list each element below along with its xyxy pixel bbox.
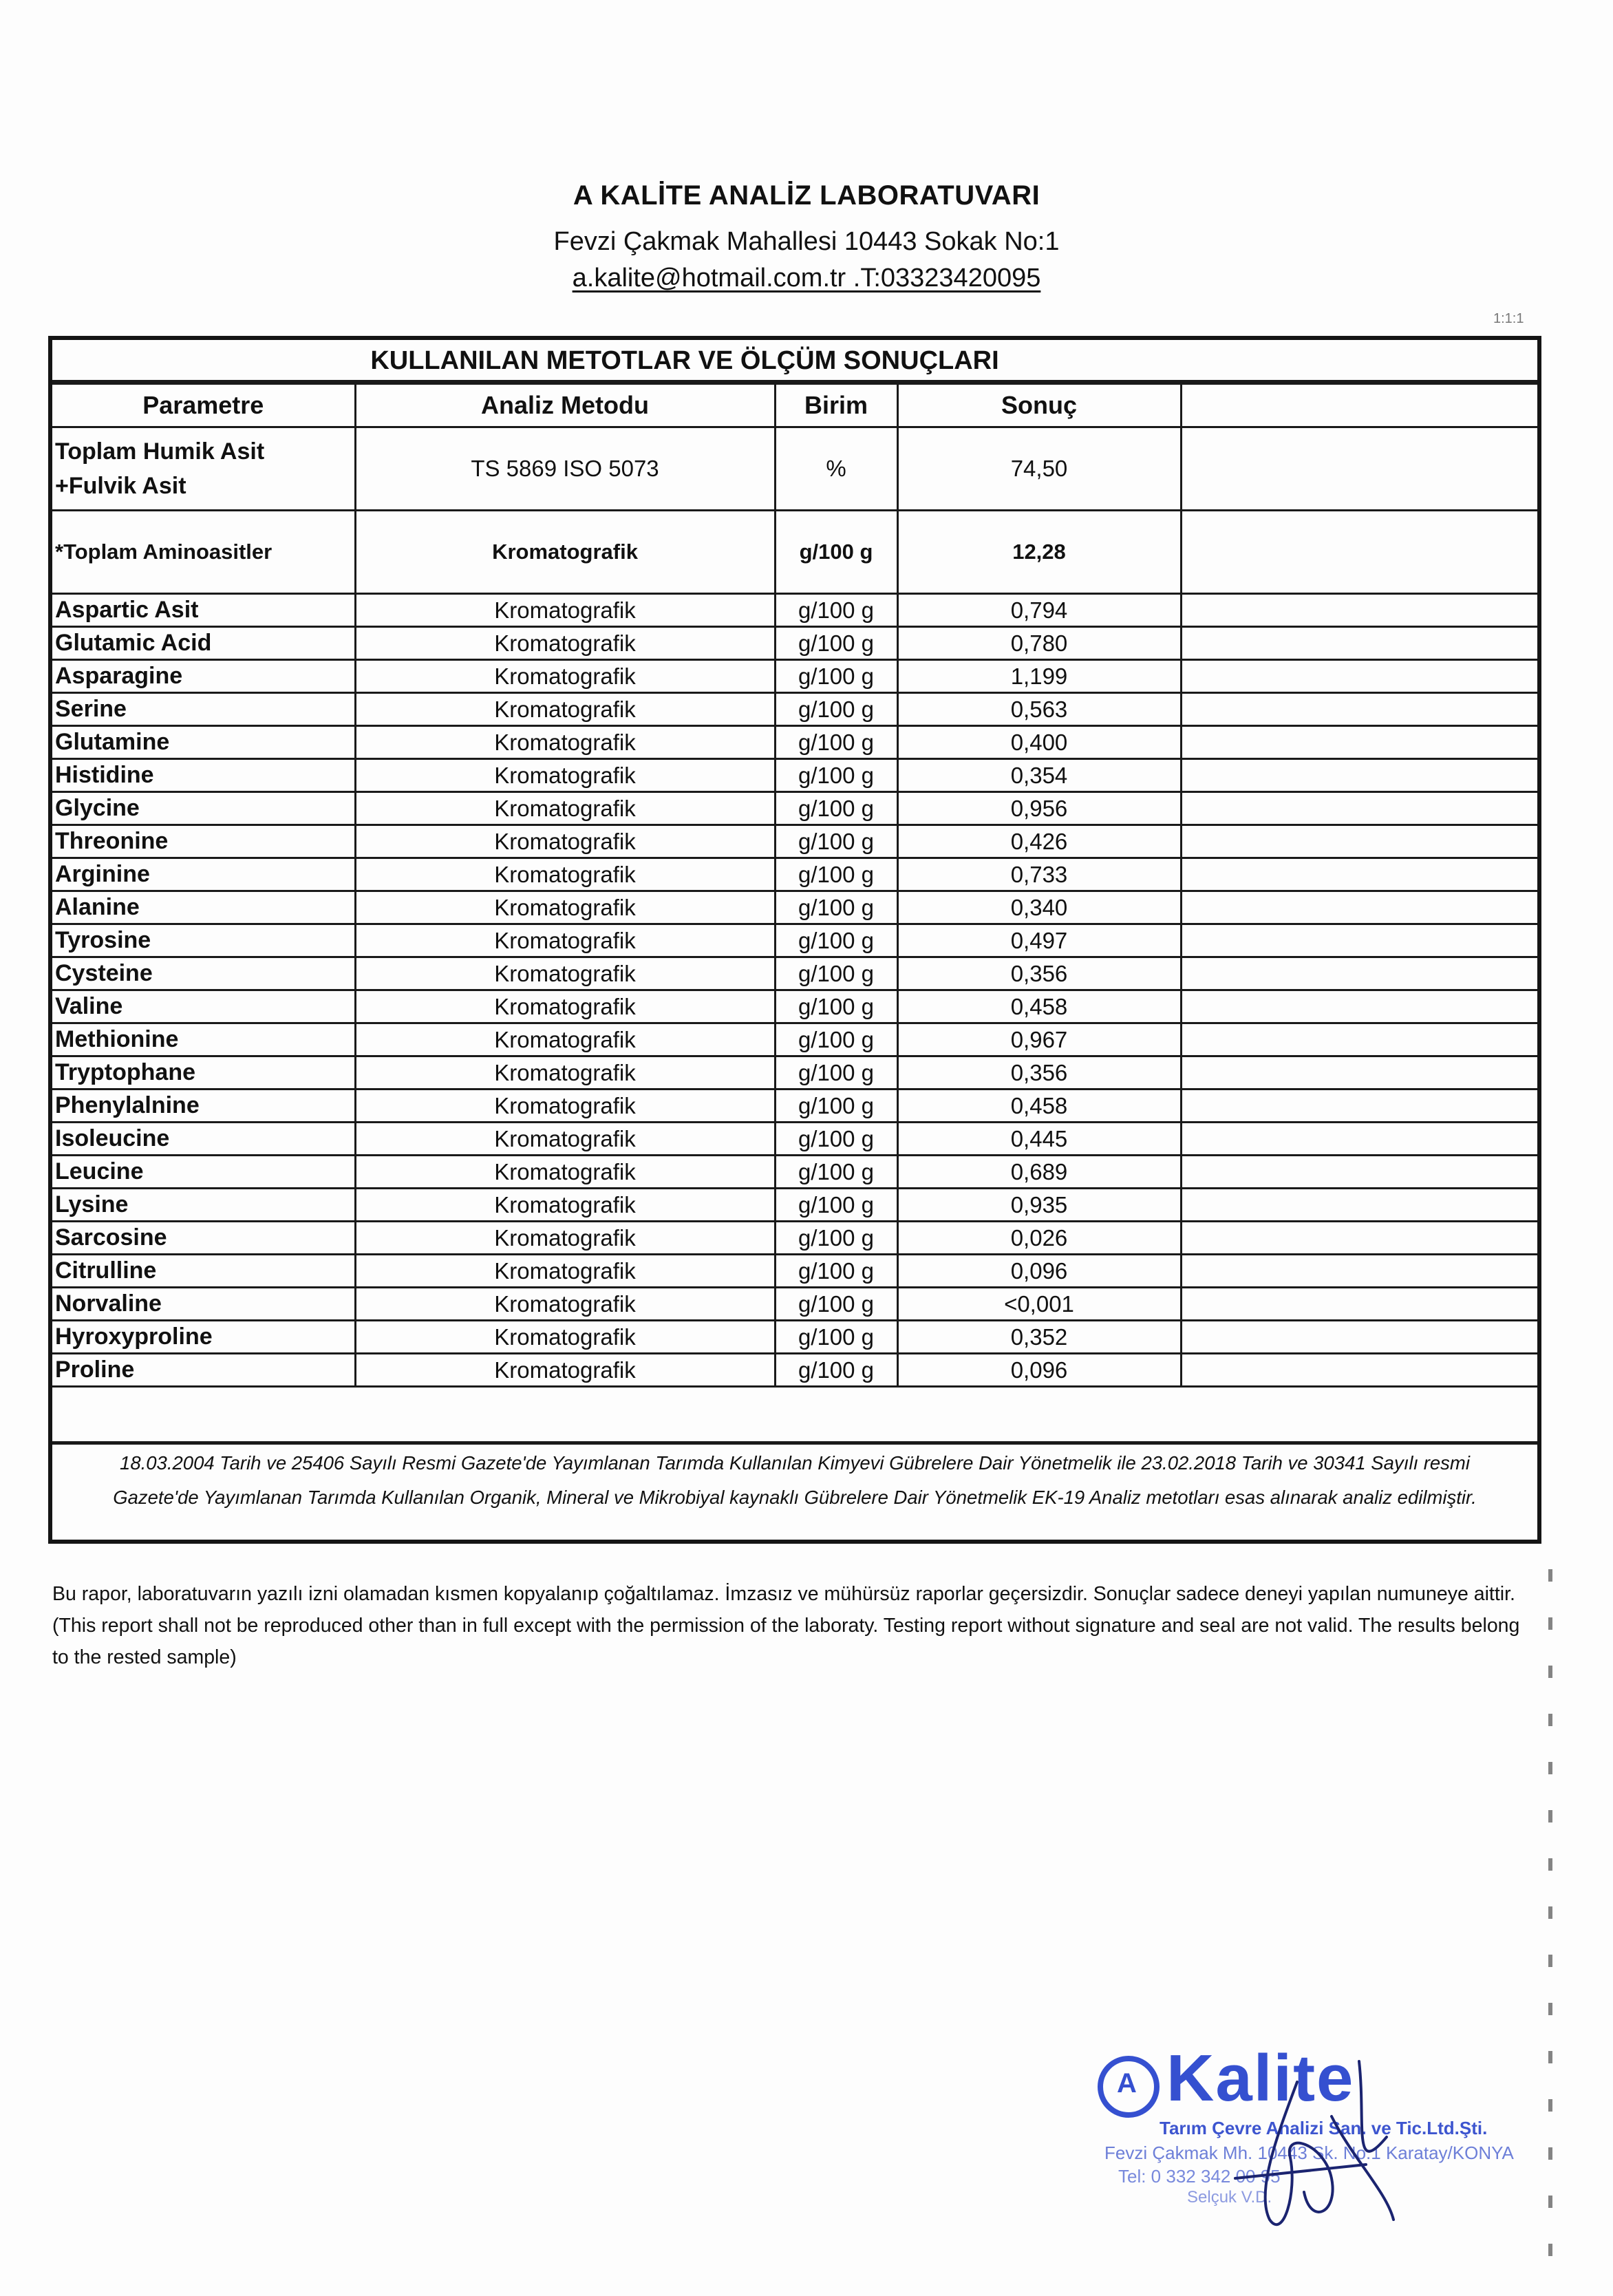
regulation-note (52, 1441, 1537, 1539)
method-cell: Kromatografik (355, 1089, 775, 1123)
blank-cell (1181, 1321, 1537, 1354)
result-cell: 74,50 (897, 427, 1181, 511)
table-row (52, 1023, 1537, 1056)
unit-cell: g/100 g (775, 1123, 897, 1156)
method-cell: Kromatografik (355, 759, 775, 792)
unit-cell: g/100 g (775, 726, 897, 759)
table-row (52, 1321, 1537, 1354)
stamp-logo-letter-icon: A (1117, 2068, 1137, 2098)
parameter-cell: Proline (52, 1354, 355, 1387)
table-row (52, 1056, 1537, 1089)
blank-cell (1181, 759, 1537, 792)
column-header-parameter: Parametre (52, 384, 355, 427)
parameter-cell: Valine (52, 990, 355, 1023)
column-header-unit: Birim (775, 384, 897, 427)
unit-cell: % (775, 427, 897, 511)
results-report-box (48, 336, 1541, 1544)
table-row (52, 891, 1537, 924)
parameter-cell: Methionine (52, 1023, 355, 1056)
parameter-cell: Tryptophane (52, 1056, 355, 1089)
blank-cell (1181, 594, 1537, 627)
method-cell: Kromatografik (355, 891, 775, 924)
method-cell: Kromatografik (355, 990, 775, 1023)
blank-cell (1181, 990, 1537, 1023)
result-cell: 0,967 (897, 1023, 1181, 1056)
blank-cell (1181, 427, 1537, 511)
table-row (52, 1189, 1537, 1222)
result-cell: 0,458 (897, 1089, 1181, 1123)
result-cell: 0,352 (897, 1321, 1181, 1354)
company-stamp (1098, 2041, 1538, 2206)
blank-cell (1181, 1189, 1537, 1222)
unit-cell: g/100 g (775, 1255, 897, 1288)
column-header-blank (1181, 384, 1537, 427)
method-cell: TS 5869 ISO 5073 (355, 427, 775, 511)
signature-icon (1194, 2054, 1414, 2233)
scan-edge-artifact (1548, 1569, 1552, 2257)
parameter-cell: Citrulline (52, 1255, 355, 1288)
table-row (52, 594, 1537, 627)
result-cell: 0,356 (897, 957, 1181, 990)
unit-cell: g/100 g (775, 792, 897, 825)
result-cell: 0,458 (897, 990, 1181, 1023)
result-cell: 0,096 (897, 1255, 1181, 1288)
method-cell: Kromatografik (355, 957, 775, 990)
unit-cell: g/100 g (775, 1222, 897, 1255)
unit-cell: g/100 g (775, 693, 897, 726)
parameter-cell: *Toplam Aminoasitler (52, 511, 355, 594)
unit-cell: g/100 g (775, 1089, 897, 1123)
method-cell: Kromatografik (355, 627, 775, 660)
result-cell: 0,794 (897, 594, 1181, 627)
column-header-result: Sonuç (897, 384, 1181, 427)
method-cell: Kromatografik (355, 660, 775, 693)
method-cell: Kromatografik (355, 1288, 775, 1321)
unit-cell: g/100 g (775, 924, 897, 957)
table-row (52, 792, 1537, 825)
page-corner-mark: 1:1:1 (1493, 311, 1524, 326)
method-cell: Kromatografik (355, 726, 775, 759)
blank-cell (1181, 1156, 1537, 1189)
table-row (52, 825, 1537, 858)
method-cell: Kromatografik (355, 1156, 775, 1189)
unit-cell: g/100 g (775, 1354, 897, 1387)
result-cell: 0,356 (897, 1056, 1181, 1089)
blank-cell (1181, 924, 1537, 957)
unit-cell: g/100 g (775, 759, 897, 792)
blank-cell (1181, 792, 1537, 825)
report-title: KULLANILAN METOTLAR VE ÖLÇÜM SONUÇLARI (370, 346, 999, 375)
parameter-cell: Glutamine (52, 726, 355, 759)
unit-cell: g/100 g (775, 825, 897, 858)
table-row (52, 1156, 1537, 1189)
parameter-cell: Serine (52, 693, 355, 726)
report-title-row (52, 340, 1537, 383)
result-cell: 0,340 (897, 891, 1181, 924)
result-cell: 0,780 (897, 627, 1181, 660)
parameter-cell: Glutamic Acid (52, 627, 355, 660)
result-cell: <0,001 (897, 1288, 1181, 1321)
blank-cell (1181, 858, 1537, 891)
blank-cell (1181, 1056, 1537, 1089)
blank-cell (1181, 1288, 1537, 1321)
regulation-note-line-2: Gazete'de Yayımlanan Tarımda Kullanılan Organik, Mineral ve Mikrobiyal kaynaklı Gübrelere Dair Yönetmelik EK-19 Analiz metotları esas alınarak analiz edilmiştir. (113, 1487, 1477, 1508)
blank-cell (1181, 511, 1537, 594)
parameter-cell: Toplam Humik Asit +Fulvik Asit (52, 427, 355, 511)
stamp-address: Fevzi Çakmak Mh. 10443 Sk. No:1 Karatay/KONYA (1104, 2143, 1514, 2163)
disclaimer (52, 1578, 1532, 1673)
table-row (52, 726, 1537, 759)
unit-cell: g/100 g (775, 660, 897, 693)
table-row (52, 957, 1537, 990)
unit-cell: g/100 g (775, 511, 897, 594)
parameter-cell: Tyrosine (52, 924, 355, 957)
parameter-cell: Alanine (52, 891, 355, 924)
result-cell: 0,956 (897, 792, 1181, 825)
method-cell: Kromatografik (355, 1023, 775, 1056)
blank-cell (1181, 891, 1537, 924)
stamp-tax-office: Selçuk V.D. (1187, 2188, 1272, 2207)
results-table (52, 383, 1537, 1388)
parameter-cell: Asparagine (52, 660, 355, 693)
disclaimer-english: (This report shall not be reproduced other than in full except with the permission of the laboraty. Testing report without signature and seal are not valid. The results belong to the rested sample) (52, 1615, 1520, 1668)
method-cell: Kromatografik (355, 1189, 775, 1222)
result-cell: 0,563 (897, 693, 1181, 726)
result-cell: 0,733 (897, 858, 1181, 891)
parameter-cell: Leucine (52, 1156, 355, 1189)
blank-cell (1181, 1123, 1537, 1156)
method-cell: Kromatografik (355, 1321, 775, 1354)
method-cell: Kromatografik (355, 792, 775, 825)
parameter-cell: Cysteine (52, 957, 355, 990)
result-cell: 0,426 (897, 825, 1181, 858)
unit-cell: g/100 g (775, 1056, 897, 1089)
regulation-note-line-1: 18.03.2004 Tarih ve 25406 Sayılı Resmi Gazete'de Yayımlanan Tarımda Kullanılan Kimyevi Gübrelere Dair Yönetmelik ile 23.02.2018 Tarih ve 30341 Sayılı resmi (120, 1452, 1470, 1474)
unit-cell: g/100 g (775, 858, 897, 891)
table-row (52, 693, 1537, 726)
result-cell: 0,445 (897, 1123, 1181, 1156)
method-cell: Kromatografik (355, 1123, 775, 1156)
method-cell: Kromatografik (355, 1255, 775, 1288)
parameter-cell: Isoleucine (52, 1123, 355, 1156)
parameter-cell: Norvaline (52, 1288, 355, 1321)
blank-cell (1181, 1089, 1537, 1123)
parameter-cell: Glycine (52, 792, 355, 825)
lab-contact (0, 264, 1613, 293)
parameter-cell: Lysine (52, 1189, 355, 1222)
unit-cell: g/100 g (775, 957, 897, 990)
table-row (52, 924, 1537, 957)
method-cell: Kromatografik (355, 511, 775, 594)
parameter-cell: Arginine (52, 858, 355, 891)
blank-cell (1181, 957, 1537, 990)
parameter-cell: Aspartic Asit (52, 594, 355, 627)
table-row (52, 427, 1537, 511)
unit-cell: g/100 g (775, 891, 897, 924)
result-cell: 0,497 (897, 924, 1181, 957)
table-row (52, 511, 1537, 594)
lab-email-phone: a.kalite@hotmail.com.tr .T:03323420095 (572, 264, 1041, 293)
table-header-row (52, 384, 1537, 427)
result-cell: 0,026 (897, 1222, 1181, 1255)
blank-cell (1181, 1023, 1537, 1056)
method-cell: Kromatografik (355, 594, 775, 627)
result-cell: 0,689 (897, 1156, 1181, 1189)
method-cell: Kromatografik (355, 825, 775, 858)
blank-cell (1181, 1354, 1537, 1387)
result-cell: 0,935 (897, 1189, 1181, 1222)
result-cell: 0,354 (897, 759, 1181, 792)
result-cell: 12,28 (897, 511, 1181, 594)
parameter-cell: Threonine (52, 825, 355, 858)
unit-cell: g/100 g (775, 1156, 897, 1189)
table-row (52, 1222, 1537, 1255)
method-cell: Kromatografik (355, 1354, 775, 1387)
method-cell: Kromatografik (355, 1222, 775, 1255)
unit-cell: g/100 g (775, 1288, 897, 1321)
blank-cell (1181, 825, 1537, 858)
stamp-company: Tarım Çevre Analizi San. ve Tic.Ltd.Şti. (1160, 2118, 1488, 2138)
unit-cell: g/100 g (775, 1321, 897, 1354)
parameter-cell: Sarcosine (52, 1222, 355, 1255)
lab-address: Fevzi Çakmak Mahallesi 10443 Sokak No:1 (553, 227, 1060, 256)
stamp-brand: Kalite (1166, 2041, 1355, 2115)
result-cell: 0,400 (897, 726, 1181, 759)
column-header-method: Analiz Metodu (355, 384, 775, 427)
unit-cell: g/100 g (775, 627, 897, 660)
unit-cell: g/100 g (775, 990, 897, 1023)
table-row (52, 858, 1537, 891)
blank-cell (1181, 627, 1537, 660)
table-row (52, 1089, 1537, 1123)
stamp-phone: Tel: 0 332 342 00 95 (1118, 2166, 1281, 2187)
method-cell: Kromatografik (355, 1056, 775, 1089)
table-row (52, 1123, 1537, 1156)
method-cell: Kromatografik (355, 924, 775, 957)
parameter-cell: Hyroxyproline (52, 1321, 355, 1354)
table-row (52, 1354, 1537, 1387)
blank-cell (1181, 660, 1537, 693)
blank-cell (1181, 1222, 1537, 1255)
parameter-cell: Phenylalnine (52, 1089, 355, 1123)
method-cell: Kromatografik (355, 693, 775, 726)
table-row (52, 660, 1537, 693)
parameter-cell: Histidine (52, 759, 355, 792)
table-row (52, 990, 1537, 1023)
table-row (52, 627, 1537, 660)
blank-cell (1181, 1255, 1537, 1288)
unit-cell: g/100 g (775, 1189, 897, 1222)
table-row (52, 1288, 1537, 1321)
lab-name: A KALİTE ANALİZ LABORATUVARI (573, 180, 1040, 211)
table-row (52, 1255, 1537, 1288)
blank-cell (1181, 693, 1537, 726)
result-cell: 1,199 (897, 660, 1181, 693)
result-cell: 0,096 (897, 1354, 1181, 1387)
table-row (52, 759, 1537, 792)
blank-cell (1181, 726, 1537, 759)
disclaimer-turkish: Bu rapor, laboratuvarın yazılı izni olamadan kısmen kopyalanıp çoğaltılamaz. İmzasız ve mühürsüz raporlar geçersizdir. Sonuçlar sadece deneyi yapılan numuneye aittir. (52, 1583, 1515, 1605)
unit-cell: g/100 g (775, 594, 897, 627)
unit-cell: g/100 g (775, 1023, 897, 1056)
method-cell: Kromatografik (355, 858, 775, 891)
